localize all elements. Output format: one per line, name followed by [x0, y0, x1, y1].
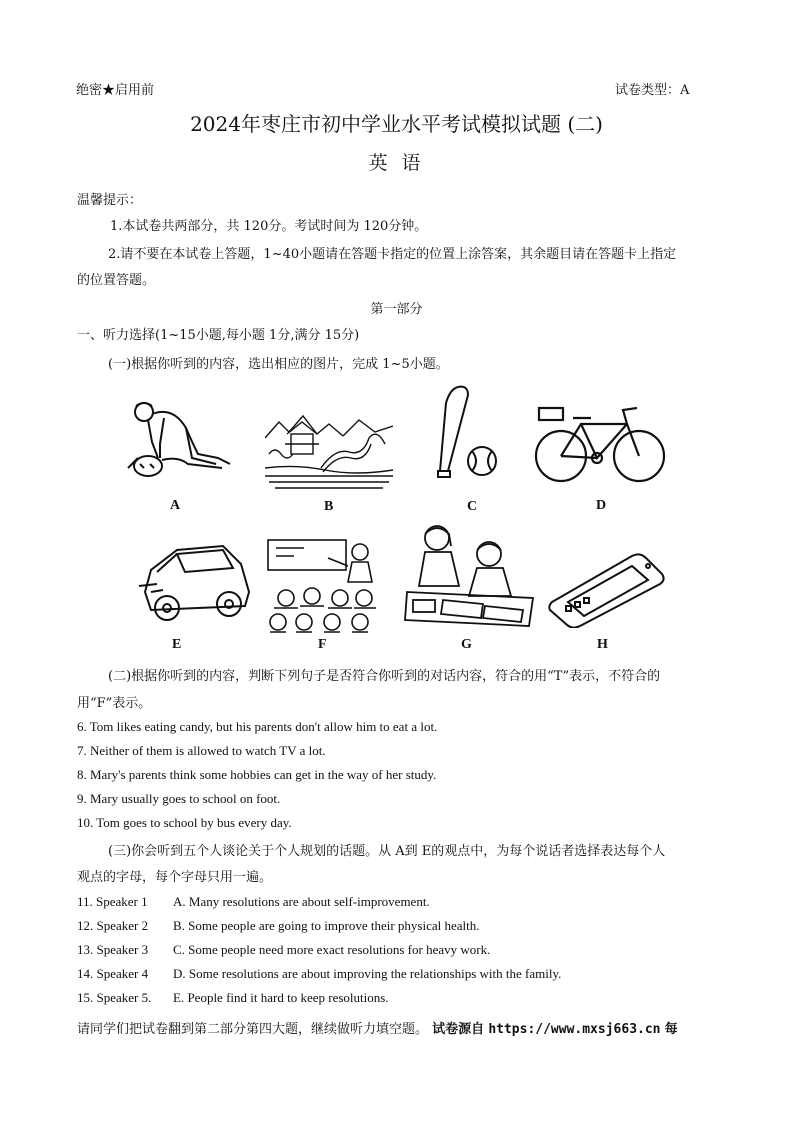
- subsection-3b: 观点的字母，每个字母只用一遍。: [77, 870, 273, 885]
- subject-title: 英 语: [368, 152, 425, 174]
- notice-heading: 温馨提示：: [77, 193, 143, 208]
- notice-line-2b: 的位置答题。: [77, 273, 156, 288]
- match-option-d: D. Some resolutions are about improving the relationships with the family.: [173, 966, 562, 981]
- picture-label-c: C: [467, 499, 478, 514]
- car-icon: [137, 540, 255, 626]
- question-7: 7. Neither of them is allowed to watch TV a lot.: [77, 743, 326, 758]
- confidential-label: 绝密★启用前: [76, 83, 155, 98]
- subsection-2b: 用“F”表示。: [77, 696, 152, 711]
- picture-label-a: A: [170, 498, 181, 513]
- subsection-1: (一)根据你听到的内容，选出相应的图片，完成 1~5小题。: [108, 357, 449, 372]
- question-9: 9. Mary usually goes to school on foot.: [77, 791, 281, 806]
- match-option-a: A. Many resolutions are about self-improvement.: [173, 894, 430, 909]
- notice-line-2a: 2.请不要在本试卷上答题，1~40小题请在答题卡指定的位置上涂答案，其余题目请在答题卡上指定: [108, 247, 677, 262]
- notice-line-1: 1.本试卷共两部分，共 120分。考试时间为 120分钟。: [110, 219, 428, 234]
- match-question-11: 11. Speaker 1: [77, 894, 148, 909]
- footer-source-label: 试卷源自: [432, 1022, 485, 1037]
- match-question-13: 13. Speaker 3: [77, 942, 149, 957]
- match-option-e: E. People find it hard to keep resolutions.: [173, 990, 389, 1005]
- cpr-rescue-icon: [118, 398, 238, 484]
- baseball-bat-icon: [420, 383, 504, 483]
- paper-type-label: 试卷类型：A: [615, 83, 690, 98]
- picture-label-e: E: [172, 637, 182, 652]
- footer-note: [77, 1018, 678, 1037]
- smartphone-icon: [548, 552, 666, 628]
- footer-source-url[interactable]: https://www.mxsj663.cn: [488, 1022, 661, 1037]
- match-question-14: 14. Speaker 4: [77, 966, 149, 981]
- subsection-3a: (三)你会听到五个人谈论关于个人规划的话题。从 A到 E的观点中，为每个说话者选择表达每个人: [108, 844, 666, 859]
- picture-label-b: B: [324, 499, 334, 514]
- match-question-12: 12. Speaker 2: [77, 918, 149, 933]
- match-question-15: 15. Speaker 5.: [77, 990, 152, 1005]
- question-8: 8. Mary's parents think some hobbies can get in the way of her study.: [77, 767, 437, 782]
- match-option-c: C. Some people need more exact resolutions for heavy work.: [173, 942, 491, 957]
- picture-label-g: G: [461, 637, 472, 652]
- picture-label-d: D: [596, 498, 607, 513]
- picture-label-f: F: [318, 637, 327, 652]
- question-10: 10. Tom goes to school by bus every day.: [77, 815, 292, 830]
- subsection-2a: (二)根据你听到的内容，判断下列句子是否符合你听到的对话内容，符合的用“T”表示，不符合的: [108, 669, 661, 684]
- section-title: 一、听力选择(1~15小题,每小题 1分,满分 15分): [77, 328, 360, 343]
- footer-instruction: 请同学们把试卷翻到第二部分第四大题，继续做听力填空题。: [77, 1022, 429, 1037]
- mother-child-homework-icon: [403, 520, 537, 630]
- question-6: 6. Tom likes eating candy, but his parents don't allow him to eat a lot.: [77, 719, 438, 734]
- part-heading: 第一部分: [370, 302, 423, 317]
- match-option-b: B. Some people are going to improve their physical health.: [173, 918, 480, 933]
- bicycle-icon: [533, 400, 667, 484]
- page-title: 2024年枣庄市初中学业水平考试模拟试题 (二): [190, 112, 603, 136]
- great-wall-landscape-icon: [265, 408, 393, 490]
- picture-label-h: H: [597, 637, 608, 652]
- classroom-icon: [264, 536, 382, 640]
- footer-tail: 每: [664, 1022, 678, 1037]
